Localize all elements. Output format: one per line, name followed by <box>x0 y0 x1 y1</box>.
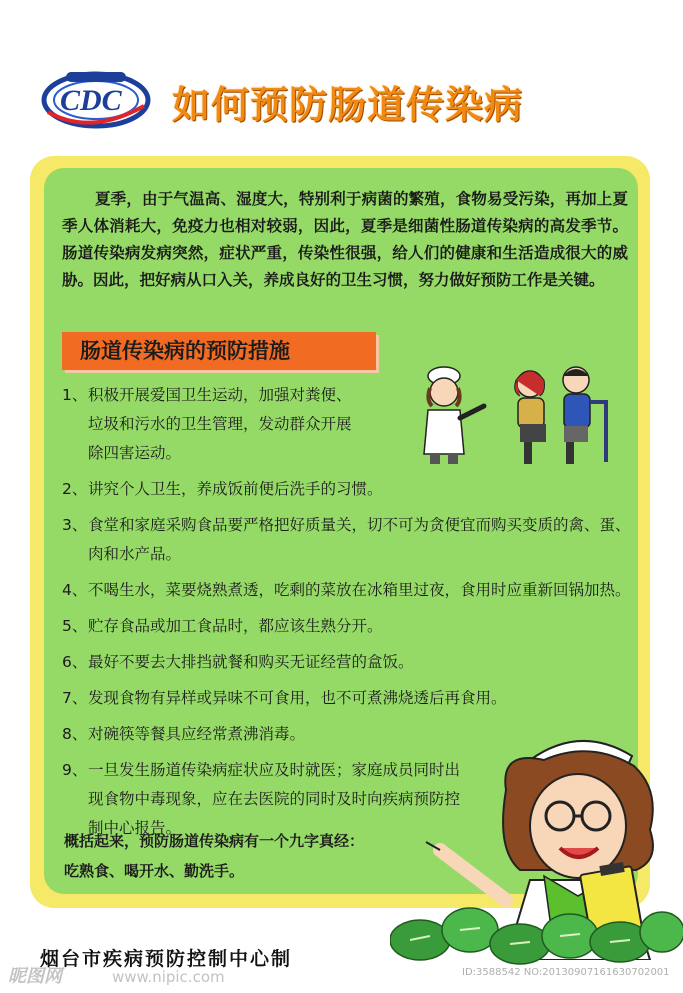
footer-credit: 烟台市疾病预防控制中心制 <box>40 948 293 970</box>
list-item: 3、 食堂和家庭采购食品要严格把好质量关，切不可为贪便宜而购买变质的禽、蛋、肉和水产品。 <box>62 516 631 563</box>
image-id-stamp: ID:3588542 NO:20130907161630702001 <box>462 967 670 978</box>
list-item: 1、 积极开展爱国卫生运动，加强对粪便、垃圾和污水的卫生管理，发动群众开展除四害运动。 <box>62 386 352 462</box>
list-item: 8、 对碗筷等餐具应经常煮沸消毒。 <box>62 725 306 743</box>
list-item: 5、 贮存食品或加工食品时，都应该生熟分开。 <box>62 617 383 635</box>
intro-paragraph: 夏季，由于气温高、湿度大，特别利于病菌的繁殖，食物易受污染，再加上夏季人体消耗大，免疫力也相对较弱，因此，夏季是细菌性肠道传染病的高发季节。肠道传染病发病突然，症状严重，传染性很强，给人们的健康和生活造成很大的威胁。因此，把好病从口入关，养成良好的卫生习惯，努力做好预防工作是关键。 <box>62 190 628 289</box>
list-item: 6、 最好不要去大排挡就餐和购买无证经营的盒饭。 <box>62 653 414 671</box>
cdc-logo <box>40 66 152 132</box>
watermark-url: www.nipic.com <box>112 968 225 986</box>
list-item: 9、 一旦发生肠道传染病症状应及时就医；家庭成员同时出现食物中毒现象，应在去医院的同时及时向疾病预防控制中心报告。 <box>62 761 461 837</box>
watermark-brand: 昵图网 <box>8 966 62 987</box>
svg-text:CDC: CDC <box>60 84 122 117</box>
list-item: 4、 不喝生水，菜要烧熟煮透，吃剩的菜放在冰箱里过夜，食用时应重新回锅加热。 <box>62 581 631 599</box>
summary <box>64 826 424 886</box>
list-item: 7、 发现食物有异样或异味不可食用，也不可煮沸烧透后再食用。 <box>62 689 507 707</box>
plants <box>390 890 683 968</box>
summary-line: 概括起来，预防肠道传染病有一个九字真经： <box>64 832 365 850</box>
doctor-cartoon <box>412 358 492 468</box>
patients-cartoon <box>502 362 614 470</box>
section-title: 肠道传染病的预防措施 <box>62 332 376 370</box>
page-title: 如何预防肠道传染病 <box>172 83 524 127</box>
summary-motto: 吃熟食、喝开水、勤洗手。 <box>64 862 245 880</box>
list-item: 2、 讲究个人卫生，养成饭前便后洗手的习惯。 <box>62 480 383 498</box>
